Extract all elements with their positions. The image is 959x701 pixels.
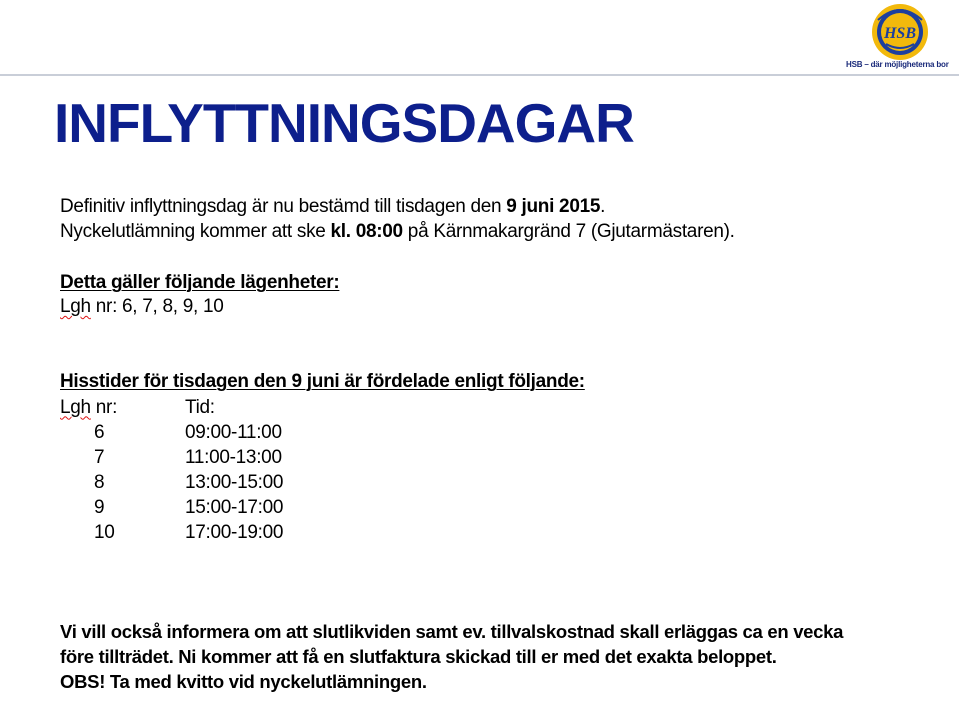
- time-slot: 11:00-13:00: [185, 446, 282, 468]
- logo-text: HSB: [883, 25, 917, 42]
- page-title: INFLYTTNINGSDAGAR: [54, 92, 634, 154]
- header-divider: [0, 74, 959, 76]
- apartment-number: 6: [94, 421, 105, 443]
- footer-line-receipt: OBS! Ta med kvitto vid nyckelutlämningen.: [60, 671, 427, 692]
- table-row: [60, 470, 283, 495]
- table-row: [60, 420, 283, 445]
- apartment-number: 10: [94, 521, 115, 543]
- apartment-number: 8: [94, 471, 105, 493]
- time-slot: 15:00-17:00: [185, 496, 284, 518]
- table-row: [60, 495, 283, 520]
- key-handover-time: kl. 08:00: [330, 221, 403, 242]
- col-apartment-header: Lgh nr:: [60, 396, 118, 418]
- apartment-number: 9: [94, 496, 105, 518]
- table-header-row: [60, 395, 283, 420]
- intro-line-keys: Nyckelutlämning kommer att ske kl. 08:00 på Kärnmakargränd 7 (Gjutarmästaren).: [60, 221, 735, 242]
- elevator-heading: Hisstider för tisdagen den 9 juni är fördelade enligt följande:: [60, 371, 585, 392]
- footer-line-invoice: före tillträdet. Ni kommer att få en slutfaktura skickad till er med det exakta beloppet.: [60, 646, 777, 667]
- time-slot: 17:00-19:00: [185, 521, 284, 543]
- apartments-heading: Detta gäller följande lägenheter:: [60, 272, 340, 293]
- footer-line-payment: Vi vill också informera om att slutlikviden samt ev. tillvalskostnad skall erläggas ca en vecka: [60, 621, 844, 642]
- apartments-list: Lgh nr: 6, 7, 8, 9, 10: [60, 296, 224, 317]
- table-row: [60, 520, 283, 545]
- intro-line-date: Definitiv inflyttningsdag är nu bestämd till tisdagen den 9 juni 2015.: [60, 196, 606, 217]
- col-time-header: Tid:: [185, 396, 215, 418]
- table-row: [60, 445, 283, 470]
- elevator-schedule-table: [60, 395, 283, 545]
- logo-tagline: HSB – där möjligheterna bor: [846, 60, 949, 69]
- move-in-date: 9 juni 2015: [506, 196, 601, 217]
- time-slot: 09:00-11:00: [185, 421, 282, 443]
- apartment-number: 7: [94, 446, 105, 468]
- time-slot: 13:00-15:00: [185, 471, 284, 493]
- hsb-logo-icon: [870, 2, 930, 62]
